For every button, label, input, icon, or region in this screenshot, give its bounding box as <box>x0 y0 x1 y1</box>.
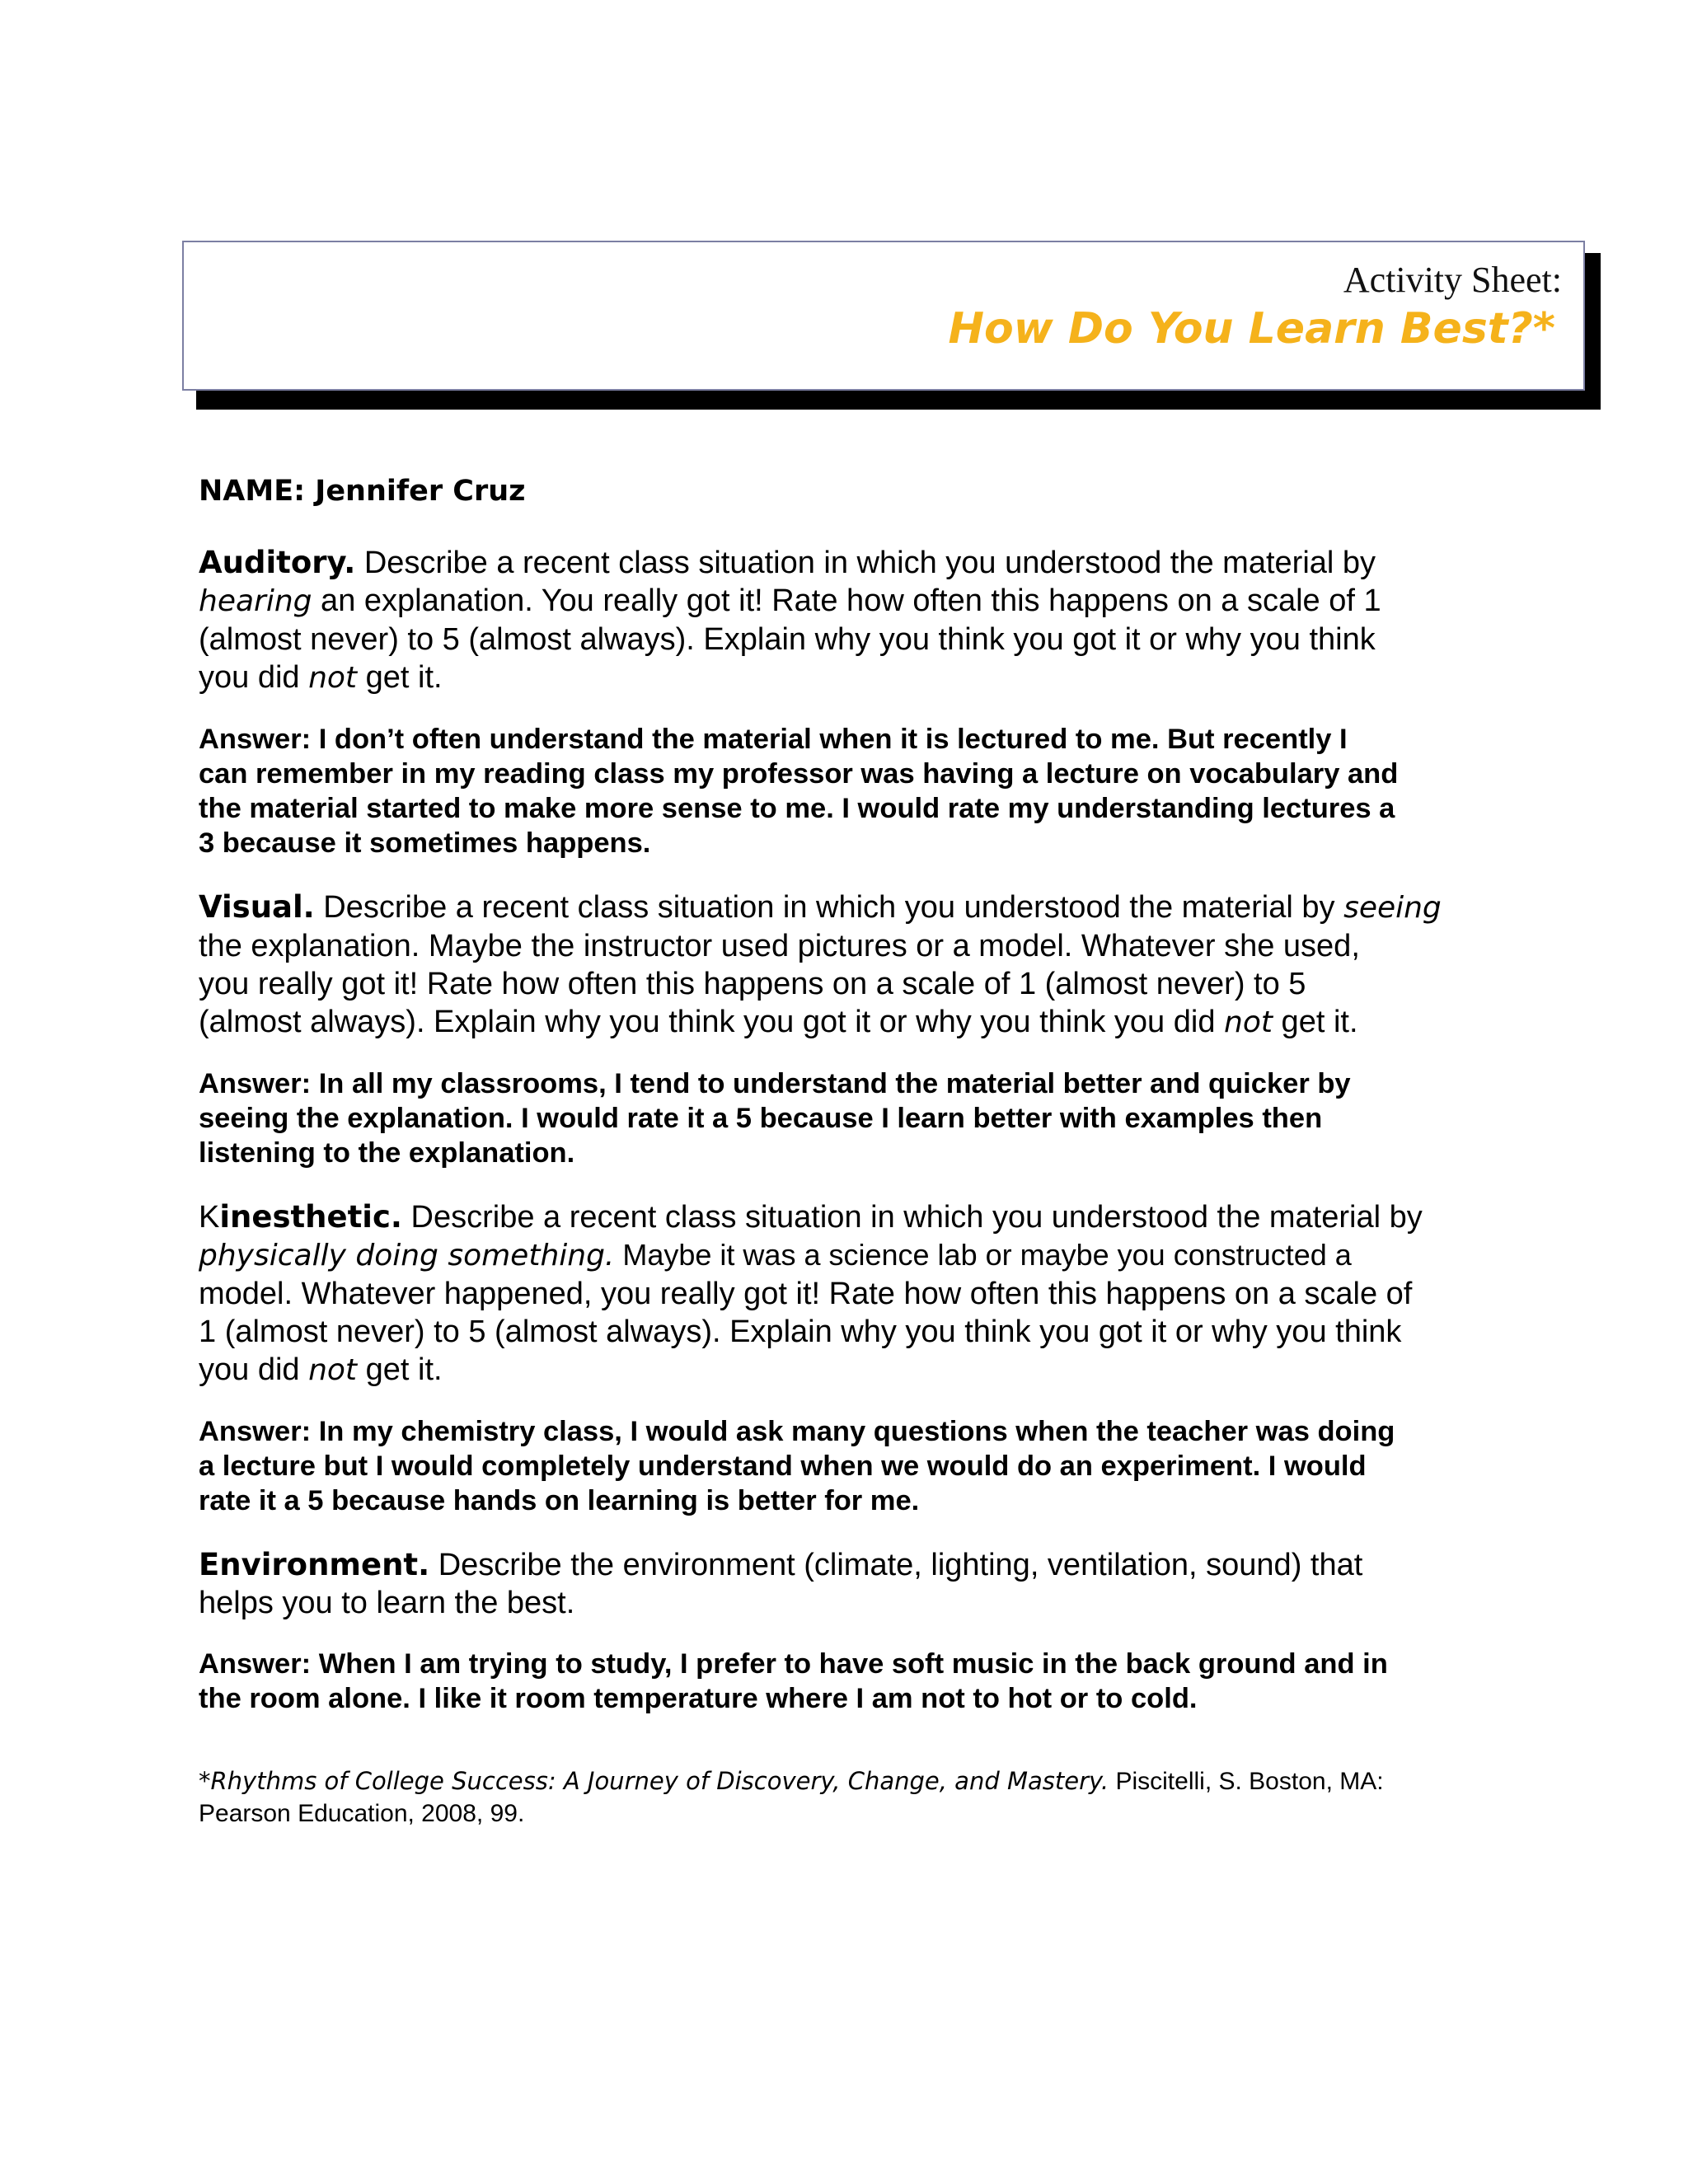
visual-prompt: Visual. Describe a recent class situation in which you understood the material by seeing the explanation. Maybe the instructor used pictures or a model. Whatever she used, you really got it! Rate how often this happens on a scale of 1 (almost never) to 5 (almost always). Explain why you think you got it or why you think you did not get it. <box>199 889 1442 1039</box>
page-title: How Do You Learn Best?* <box>948 304 1555 354</box>
kinesthetic-prompt: Kinesthetic. Describe a recent class situation in which you understood the material by physically doing something. Maybe it was a science lab or maybe you constructed a model. Whatever happened, you really got it! Rate how often this happens on a scale of 1 (almost never) to 5 (almost always). Explain why you think you got it or why you think you did not get it. <box>199 1199 1423 1387</box>
kinesthetic-heading: inesthetic. <box>219 1199 402 1235</box>
header-box <box>182 241 1585 391</box>
student-name: NAME: Jennifer Cruz <box>199 475 526 508</box>
auditory-prompt: Auditory. Describe a recent class situation in which you understood the material by hearing an explanation. You really got it! Rate how often this happens on a scale of 1 (almost never) to 5 (almost always). Explain why you think you got it or why you think you did not get it. <box>199 545 1381 695</box>
visual-heading: Visual. <box>199 889 315 925</box>
citation-title: *Rhythms of College Success: A Journey of Discovery, Change, and Mastery. <box>199 1767 1109 1795</box>
auditory-answer: Answer: I don’t often understand the material when it is lectured to me. But recently I can remember in my reading class my professor was having a lecture on vocabulary and the material started to make more sense to me. I would rate my understanding lectures a 3 because it sometimes happens. <box>199 724 1399 859</box>
kinesthetic-answer: Answer: In my chemistry class, I would ask many questions when the teacher was doing a lecture but I would completely understand when we would do an experiment. I would rate it a 5 because hands on learning is better for me. <box>199 1416 1395 1516</box>
environment-answer: Answer: When I am trying to study, I prefer to have soft music in the back ground and in the room alone. I like it room temperature where I am not to hot or to cold. <box>199 1648 1388 1714</box>
citation: *Rhythms of College Success: A Journey of Discovery, Change, and Mastery. Piscitelli, S. Boston, MA: Pearson Education, 2008, 99. <box>199 1767 1384 1827</box>
visual-answer: Answer: In all my classrooms, I tend to understand the material better and quicker by seeing the explanation. I would rate it a 5 because I learn better with examples then listening to the explanation. <box>199 1068 1351 1169</box>
environment-heading: Environment. <box>199 1547 430 1582</box>
worksheet-body <box>199 470 1517 1830</box>
environment-prompt: Environment. Describe the environment (climate, lighting, ventilation, sound) that helps you to learn the best. <box>199 1547 1363 1620</box>
auditory-heading: Auditory. <box>199 545 356 580</box>
header-label: Activity Sheet: <box>1343 260 1562 300</box>
